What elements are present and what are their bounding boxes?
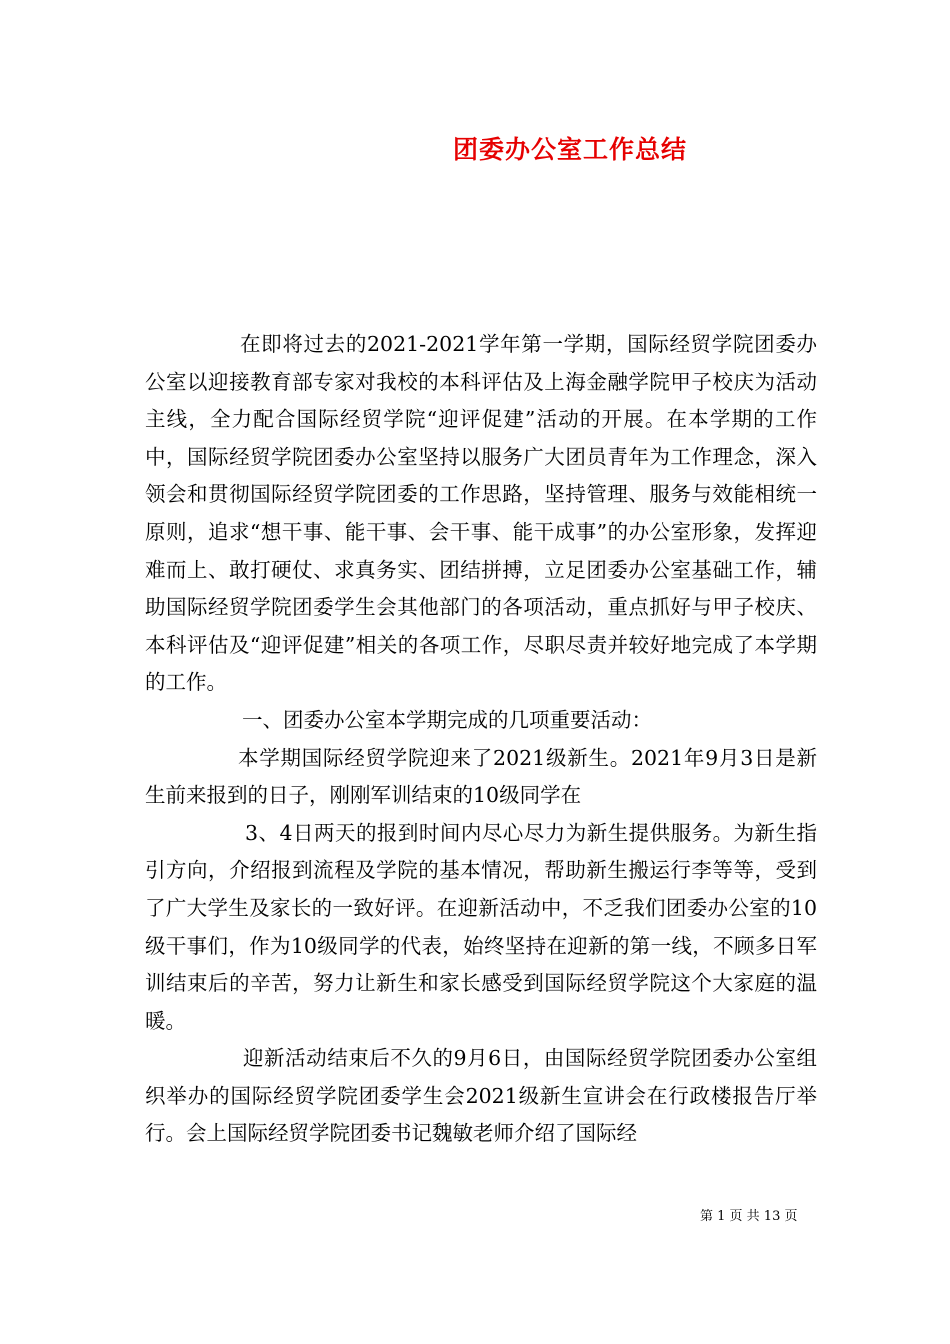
document-title: 团委办公室工作总结 — [452, 135, 687, 164]
paragraph-orientation: 迎新活动结束后不久的9月6日，由国际经贸学院团委办公室组织举办的国际经贸学院团委学生会2021级新生宣讲会在行政楼报告厅举行。会上国际经贸学院团委书记魏敏老师介绍了国际经 — [145, 1046, 817, 1146]
page-number: 第 1 页 共 13 页 — [700, 1209, 798, 1224]
section-heading-activities: 一、团委办公室本学期完成的几项重要活动： — [242, 707, 652, 732]
paragraph-new-students: 本学期国际经贸学院迎来了2021级新生。2021年9月3日是新生前来报到的日子，刚刚军训结束的10级同学在 — [145, 745, 817, 808]
paragraph-registration: 3、4日两天的报到时间内尽心尽力为新生提供服务。为新生指引方向，介绍报到流程及学院的基本情况，帮助新生搬运行李等等，受到了广大学生及家长的一致好评。在迎新活动中，不乏我们团委办公室的10级干事们，作为10级同学的代表，始终坚持在迎新的第一线，不顾多日军训结束后的辛苦，努力让新生和家长感受到国际经贸学院这个大家庭的温暖。 — [145, 820, 817, 1033]
paragraph-intro: 在即将过去的2021-2021学年第一学期，国际经贸学院团委办公室以迎接教育部专家对我校的本科评估及上海金融学院甲子校庆为活动主线，全力配合国际经贸学院“迎评促建”活动的开展。在本学期的工作中，国际经贸学院团委办公室坚持以服务广大团员青年为工作理念，深入领会和贯彻国际经贸学院团委的工作思路，坚持管理、服务与效能相统一原则，追求“想干事、能干事、会干事、能干成事”的办公室形象，发挥迎难而上、敢打硬仗、求真务实、团结拼搏，立足团委办公室基础工作，辅助国际经贸学院团委学生会其他部门的各项活动，重点抓好与甲子校庆、本科评估及“迎评促建”相关的各项工作，尽职尽责并较好地完成了本学期的工作。 — [145, 332, 817, 695]
document-body — [145, 326, 817, 1153]
